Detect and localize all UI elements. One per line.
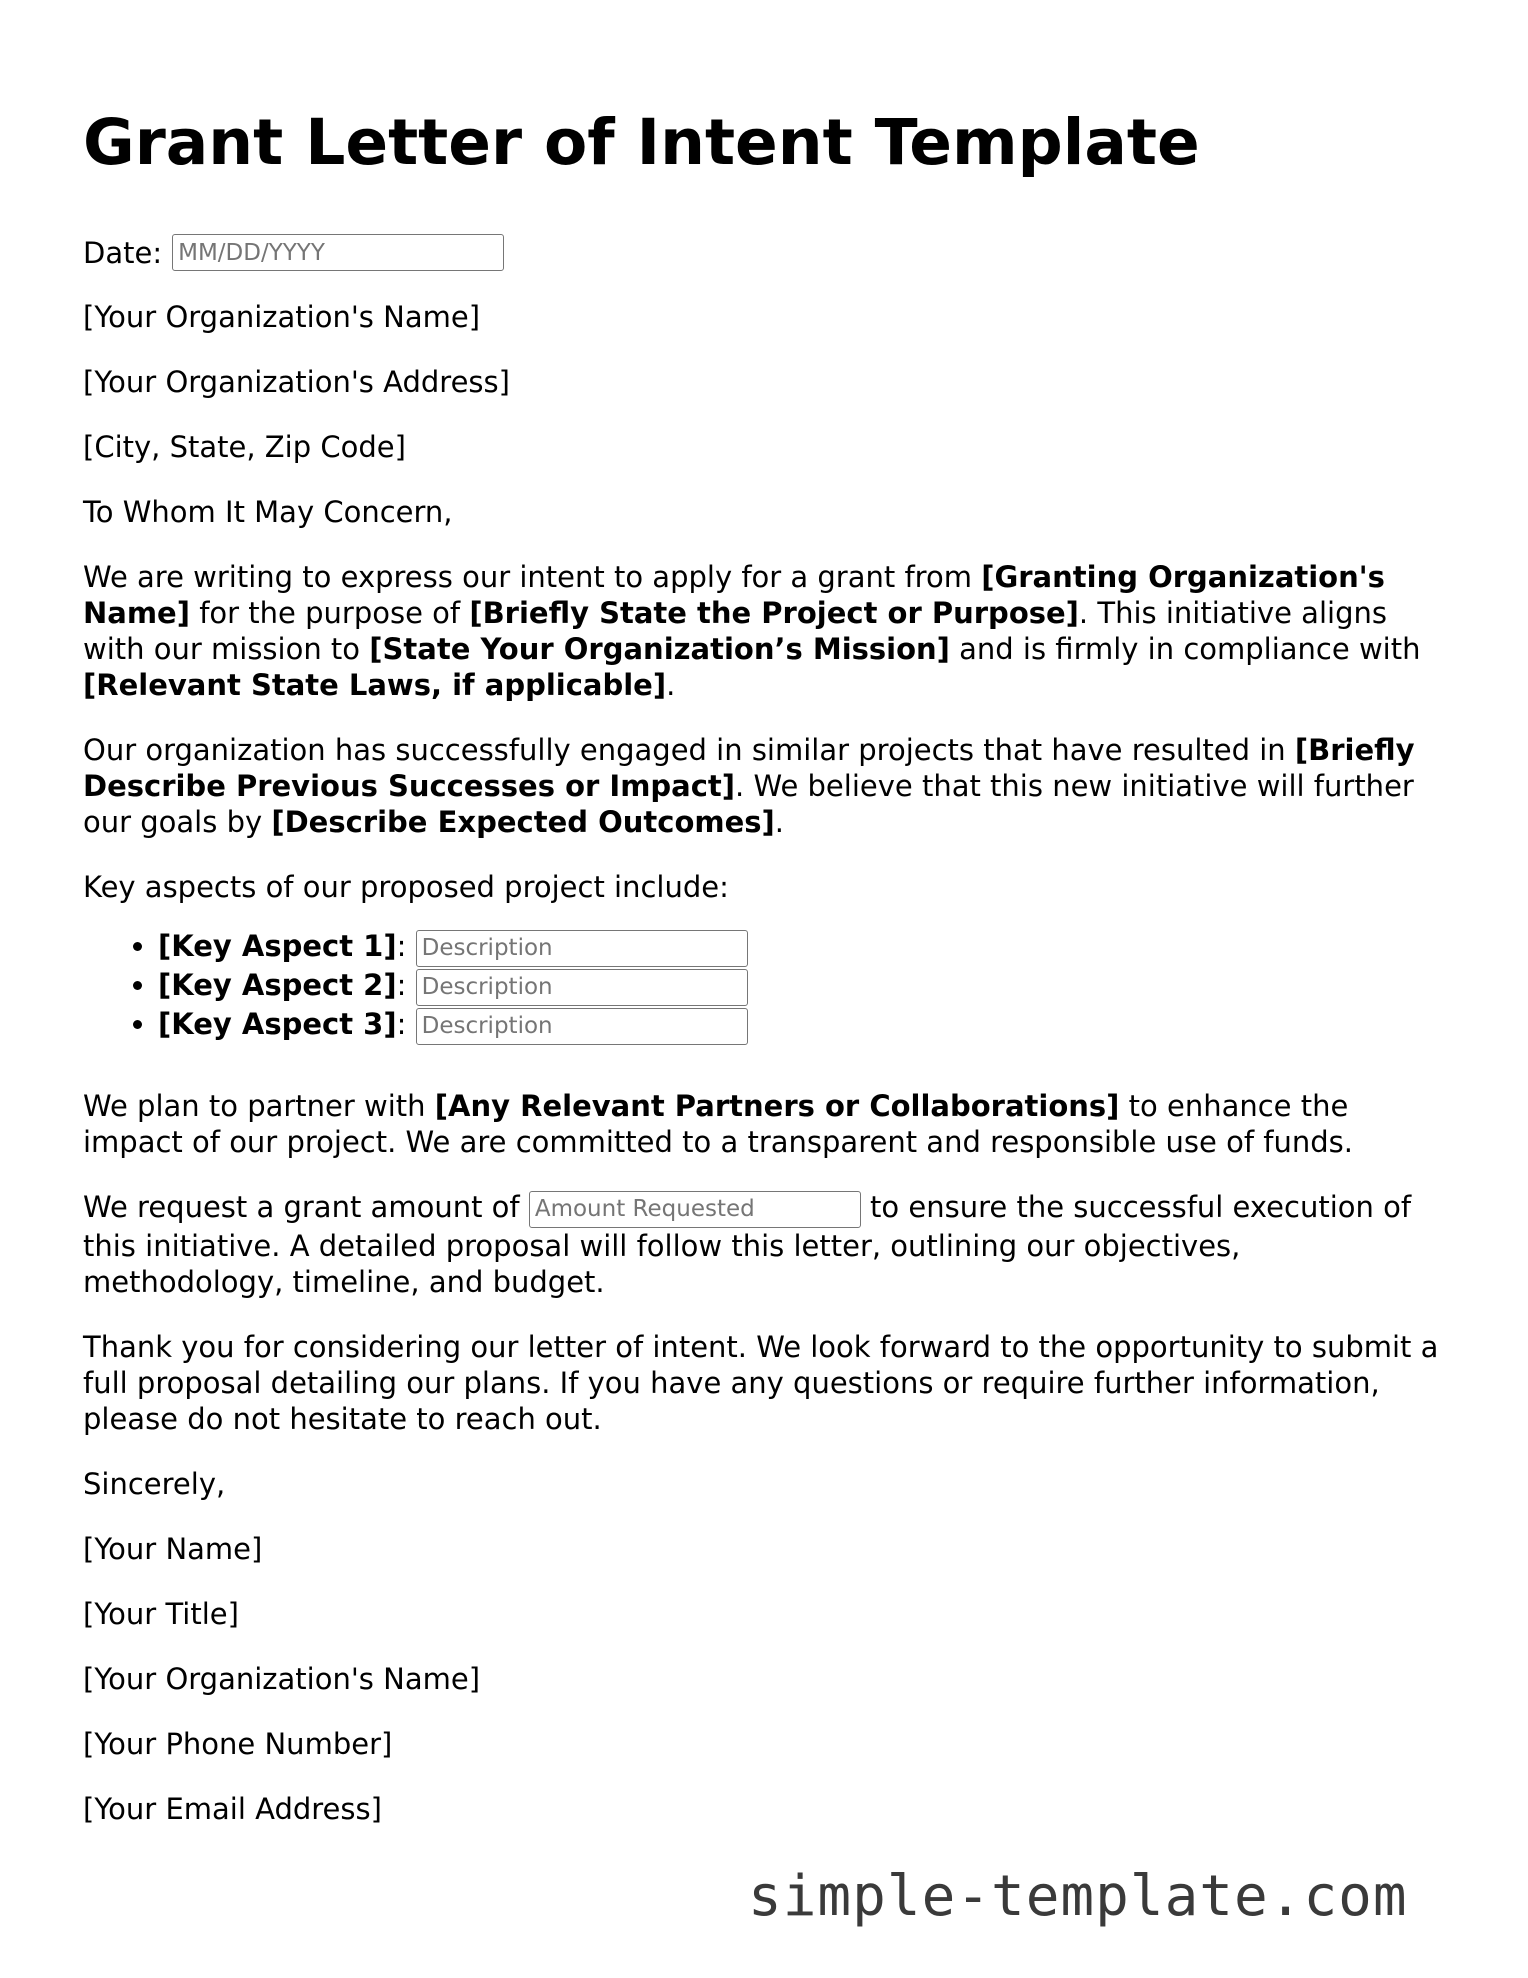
text: for the purpose of: [189, 596, 470, 630]
grant-amount-paragraph: [83, 1189, 1443, 1300]
text: We are writing to express our intent to apply for a grant from: [83, 560, 982, 594]
list-item: [158, 1005, 1443, 1044]
sender-org-address: [Your Organization's Address]: [83, 365, 510, 399]
placeholder-expected-outcomes: [Describe Expected Outcomes]: [271, 805, 775, 839]
aspect-label: [Key Aspect 1]: [158, 929, 397, 963]
aspect-separator: :: [396, 929, 407, 963]
text: . This initiative aligns with our mission to: [83, 596, 1387, 666]
text: to enhance the impact of our project. We are committed to a transparent and responsible use of funds.: [83, 1089, 1353, 1159]
text: and is firmly in compliance with: [949, 632, 1421, 666]
history-paragraph: [83, 732, 1443, 840]
placeholder-mission: [State Your Organization’s Mission]: [369, 632, 950, 666]
key-aspects-list: [83, 927, 1443, 1044]
signature-org-name: [Your Organization's Name]: [83, 1661, 481, 1696]
intent-paragraph: [83, 559, 1443, 703]
text: .: [774, 805, 784, 839]
aspect-description-input[interactable]: [416, 930, 748, 967]
closing: Sincerely,: [83, 1466, 226, 1501]
aspect-description-input[interactable]: [416, 969, 748, 1006]
list-item: [158, 966, 1443, 1005]
sender-org-name: [Your Organization's Name]: [83, 300, 481, 334]
amount-requested-input[interactable]: [529, 1191, 861, 1228]
placeholder-project-purpose: [Briefly State the Project or Purpose]: [469, 596, 1079, 630]
partners-paragraph: [83, 1088, 1443, 1160]
text: . We believe that this new initiative will further our goals by: [83, 769, 1414, 839]
aspect-label: [Key Aspect 2]: [158, 968, 397, 1002]
signature-phone: [Your Phone Number]: [83, 1726, 393, 1761]
aspect-description-input[interactable]: [416, 1008, 748, 1045]
text: Our organization has successfully engaged in similar projects that have resulted in: [83, 733, 1295, 767]
placeholder-granting-org: [Granting Organization's Name]: [83, 560, 1385, 630]
signature-name: [Your Name]: [83, 1531, 263, 1566]
page-title: Grant Letter of Intent Template: [83, 106, 1200, 179]
aspect-separator: :: [396, 1007, 407, 1041]
placeholder-state-laws: [Relevant State Laws, if applicable]: [83, 668, 667, 702]
date-label: Date:: [83, 235, 163, 270]
signature-email: [Your Email Address]: [83, 1791, 382, 1826]
placeholder-previous-successes: [Briefly Describe Previous Successes or Impact]: [83, 733, 1415, 803]
text: We plan to partner with: [83, 1089, 435, 1123]
aspect-label: [Key Aspect 3]: [158, 1007, 397, 1041]
sender-city-state-zip: [City, State, Zip Code]: [83, 430, 406, 464]
aspects-intro: Key aspects of our proposed project include:: [83, 870, 729, 904]
text: We request a grant amount of: [83, 1190, 529, 1224]
placeholder-partners: [Any Relevant Partners or Collaborations]: [434, 1089, 1120, 1123]
date-row: [83, 234, 1443, 271]
date-input[interactable]: [172, 234, 504, 271]
text: .: [666, 668, 676, 702]
salutation: To Whom It May Concern,: [83, 495, 453, 529]
list-item: [158, 927, 1443, 966]
aspect-separator: :: [396, 968, 407, 1002]
letter-page: [83, 95, 1443, 1856]
thank-you-paragraph: Thank you for considering our letter of intent. We look forward to the opportunity to submit a full proposal detailing our plans. If you have any questions or require further information, please do not hesitate to reach out.: [83, 1329, 1439, 1436]
watermark: simple-template.com: [748, 1864, 1408, 1929]
text: to ensure the successful execution of this initiative. A detailed proposal will follow this letter, outlining our objectives, methodology, timeline, and budget.: [83, 1190, 1412, 1299]
signature-title: [Your Title]: [83, 1596, 239, 1631]
